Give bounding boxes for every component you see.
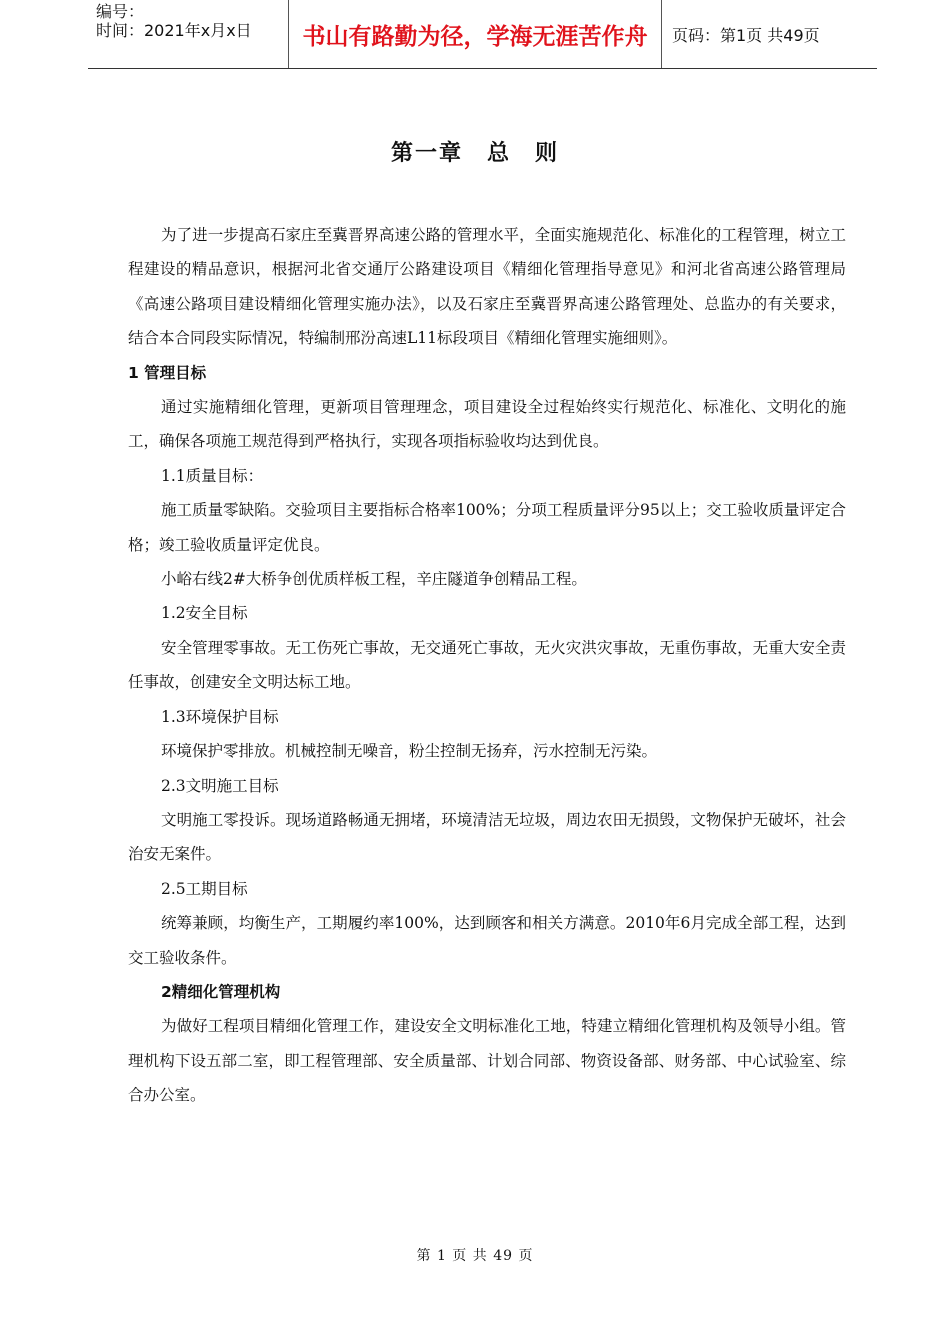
safety-heading: 1.2安全目标	[161, 604, 248, 623]
civil-body: 文明施工零投诉。现场道路畅通无拥堵，环境清洁无垃圾，周边农田无损毁，文物保护无破坏，社会治安无案件。	[128, 810, 846, 864]
header-page-info: 页码：第1页 共49页	[672, 25, 820, 45]
quality-heading: 1.1质量目标：	[161, 466, 264, 485]
header-meta	[88, 0, 288, 68]
section-1-body: 通过实施精细化管理，更新项目管理理念，项目建设全过程始终实行规范化、标准化、文明化的施工，确保各项施工规范得到严格执行，实现各项指标验收均达到优良。	[128, 398, 846, 451]
env-heading: 1.3环境保护目标	[161, 707, 279, 726]
page-header	[88, 0, 877, 69]
section-heading-2: 2精细化管理机构	[161, 982, 281, 1001]
page-footer: 第 1 页 共 49 页	[416, 1248, 534, 1264]
section-heading-1: 1 管理目标	[128, 363, 207, 382]
quality-extra: 小峪右线2#大桥争创优质样板工程，辛庄隧道争创精品工程。	[161, 570, 587, 589]
quality-body: 施工质量零缺陷。交验项目主要指标合格率100%；分项工程质量评分95以上；交工验收质量评定合格；竣工验收质量评定优良。	[128, 501, 846, 554]
time-label: 时间：2021年x月x日	[96, 21, 252, 40]
intro-paragraph: 为了进一步提高石家庄至冀晋界高速公路的管理水平，全面实施规范化、标准化的工程管理，树立工程建设的精品意识，根据河北省交通厅公路建设项目《精细化管理指导意见》和河北省高速公路管理局《高速公路项目建设精细化管理实施办法》，以及石家庄至冀晋界高速公路管理处、总监办的有关要求，结合本合同段实际情况，特编制邢汾高速L11标段项目《精细化管理实施细则》。	[128, 226, 846, 348]
safety-body: 安全管理零事故。无工伤死亡事故，无交通死亡事故，无火灾洪灾事故，无重伤事故，无重大安全责任事故，创建安全文明达标工地。	[128, 638, 846, 692]
env-body: 环境保护零排放。机械控制无噪音，粉尘控制无扬弃，污水控制无污染。	[161, 742, 658, 761]
section-2-body: 为做好工程项目精细化管理工作，建设安全文明标准化工地，特建立精细化管理机构及领导小组。管理机构下设五部二室，即工程管理部、安全质量部、计划合同部、物资设备部、财务部、中心试验室、综合办公室。	[128, 1017, 846, 1105]
header-slogan: 书山有路勤为径，学海无涯苦作舟	[288, 0, 662, 68]
schedule-heading: 2.5工期目标	[161, 879, 248, 898]
number-label: 编号：	[96, 2, 145, 21]
document-body	[128, 218, 846, 1113]
chapter-title: 第一章 总 则	[390, 141, 559, 166]
schedule-body: 统筹兼顾，均衡生产，工期履约率100%，达到顾客和相关方满意。2010年6月完成全部工程，达到交工验收条件。	[128, 914, 846, 967]
civil-heading: 2.3文明施工目标	[161, 776, 279, 795]
